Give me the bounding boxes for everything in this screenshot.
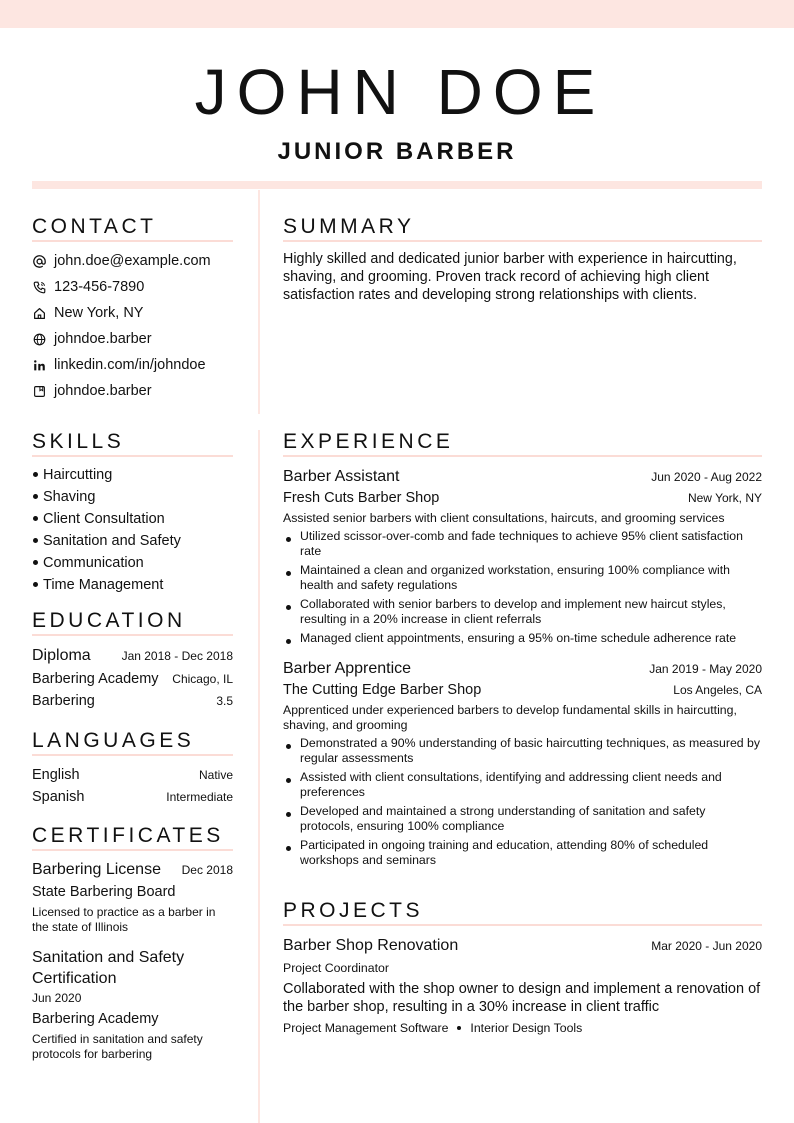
job-location: Los Angeles, CA xyxy=(673,683,762,698)
education-field: Barbering xyxy=(32,693,95,710)
education-location: Chicago, IL xyxy=(172,672,233,687)
contact-location-text: New York, NY xyxy=(54,305,144,322)
globe-icon xyxy=(32,332,46,346)
summary-text: Highly skilled and dedicated junior barber with experience in haircutting, shaving, and grooming. Proven track record of achieving high client satisfaction rates and developing strong relationships with clients. xyxy=(283,251,737,304)
candidate-name: JOHN DOE xyxy=(194,56,606,128)
project-title: Barber Shop Renovation xyxy=(283,937,459,955)
certificate-desc: Licensed to practice as a barber in the state of Illinois xyxy=(32,905,216,935)
language-name: Spanish xyxy=(32,789,85,806)
summary-heading: SUMMARY xyxy=(283,214,762,242)
contact-section xyxy=(32,214,233,404)
skill-item: Time Management xyxy=(32,574,233,596)
job-bullet: Maintained a clean and organized workstation, ensuring 100% compliance with health and safety regulations xyxy=(283,563,762,593)
contact-phone[interactable] xyxy=(32,274,233,300)
job-dates: Jun 2020 - Aug 2022 xyxy=(651,470,762,485)
experience-heading: EXPERIENCE xyxy=(283,429,762,457)
job-title: Barber Apprentice xyxy=(283,660,412,678)
education-dates: Jan 2018 - Dec 2018 xyxy=(121,649,233,664)
job-bullet: Collaborated with senior barbers to develop and implement new haircut styles, resulting in a 20% increase in client referrals xyxy=(283,597,762,627)
job-entry xyxy=(283,658,762,868)
portfolio-icon xyxy=(32,384,46,398)
contact-email[interactable] xyxy=(32,248,233,274)
home-icon xyxy=(32,306,46,320)
language-item xyxy=(32,786,233,808)
education-heading: EDUCATION xyxy=(32,608,233,636)
project-description: Collaborated with the shop owner to design and implement a renovation of the barber shop, resulting in a 30% increase in client traffic xyxy=(283,981,761,1016)
linkedin-icon xyxy=(32,358,46,372)
job-description: Assisted senior barbers with client consultations, haircuts, and grooming services xyxy=(283,511,725,526)
projects-heading: PROJECTS xyxy=(283,898,762,926)
certificate-item xyxy=(32,859,233,935)
education-degree: Diploma xyxy=(32,647,91,665)
job-entry xyxy=(283,466,762,646)
contact-heading: CONTACT xyxy=(32,214,233,242)
languages-section xyxy=(32,728,233,808)
top-accent-band xyxy=(0,0,794,28)
at-icon xyxy=(32,254,46,268)
experience-section xyxy=(283,429,762,872)
job-title: Barber Assistant xyxy=(283,468,400,486)
contact-linkedin[interactable] xyxy=(32,352,233,378)
certificate-org: Barbering Academy xyxy=(32,1011,159,1028)
tool-separator xyxy=(457,1026,461,1030)
contact-website-text: johndoe.barber xyxy=(54,331,152,348)
certificate-title: Sanitation and Safety Certification xyxy=(32,949,185,988)
project-dates: Mar 2020 - Jun 2020 xyxy=(651,939,762,954)
education-degree-row xyxy=(32,644,233,668)
skill-item: Client Consultation xyxy=(32,508,233,530)
skills-section xyxy=(32,429,233,596)
skill-item: Haircutting xyxy=(32,464,233,486)
job-location: New York, NY xyxy=(687,491,762,506)
education-school: Barbering Academy xyxy=(32,671,159,688)
column-divider xyxy=(258,430,260,1123)
education-field-row xyxy=(32,690,233,712)
skill-item: Shaving xyxy=(32,486,233,508)
contact-website[interactable] xyxy=(32,326,233,352)
certificate-date: Dec 2018 xyxy=(181,862,233,877)
job-bullet: Managed client appointments, ensuring a 95% on-time schedule adherence rate xyxy=(283,631,762,646)
job-company: Fresh Cuts Barber Shop xyxy=(283,490,440,507)
header-divider xyxy=(32,181,762,189)
contact-email-text: john.doe@example.com xyxy=(54,253,211,270)
education-gpa: 3.5 xyxy=(216,694,233,709)
summary-section xyxy=(283,214,762,304)
certificate-org: State Barbering Board xyxy=(32,884,176,901)
languages-heading: LANGUAGES xyxy=(32,728,233,756)
certificate-item xyxy=(32,947,233,1062)
job-description: Apprenticed under experienced barbers to develop fundamental skills in haircutting, shaving, and grooming xyxy=(283,703,737,733)
job-company: The Cutting Edge Barber Shop xyxy=(283,682,482,699)
certificate-title: Barbering License xyxy=(32,861,161,879)
certificate-desc: Certified in sanitation and safety protocols for barbering xyxy=(32,1032,203,1062)
contact-portfolio[interactable] xyxy=(32,378,233,404)
job-bullet: Assisted with client consultations, identifying and addressing client needs and preferences xyxy=(283,770,762,800)
phone-icon xyxy=(32,280,46,294)
job-bullet: Developed and maintained a strong understanding of sanitation and safety protocols, ensuring 100% compliance xyxy=(283,804,762,834)
certificates-section xyxy=(32,823,233,1062)
contact-linkedin-text: linkedin.com/in/johndoe xyxy=(54,357,206,374)
education-section xyxy=(32,608,233,712)
certificate-date: Jun 2020 xyxy=(32,991,82,1006)
job-dates: Jan 2019 - May 2020 xyxy=(649,662,762,677)
language-level: Native xyxy=(198,768,233,783)
job-bullet: Utilized scissor-over-comb and fade techniques to achieve 95% client satisfaction rate xyxy=(283,529,762,559)
project-tools xyxy=(283,1019,762,1037)
contact-location xyxy=(32,300,233,326)
contact-portfolio-text: johndoe.barber xyxy=(54,383,152,400)
language-item xyxy=(32,764,233,786)
education-school-row xyxy=(32,668,233,690)
skills-heading: SKILLS xyxy=(32,429,233,457)
column-divider xyxy=(258,190,260,414)
language-level: Intermediate xyxy=(166,790,233,805)
language-name: English xyxy=(32,767,80,784)
job-bullet: Participated in ongoing training and education, attending 80% of scheduled workshops and seminars xyxy=(283,838,762,868)
job-bullet: Demonstrated a 90% understanding of basic haircutting techniques, as measured by regular assessments xyxy=(283,736,762,766)
projects-section xyxy=(283,898,762,1037)
project-tool: Interior Design Tools xyxy=(470,1021,583,1036)
project-entry xyxy=(283,935,762,1037)
candidate-title: JUNIOR BARBER xyxy=(277,138,517,165)
skill-item: Sanitation and Safety xyxy=(32,530,233,552)
skill-item: Communication xyxy=(32,552,233,574)
contact-phone-text: 123-456-7890 xyxy=(54,279,145,296)
project-tool: Project Management Software xyxy=(283,1021,449,1036)
project-role: Project Coordinator xyxy=(283,961,389,976)
certificates-heading: CERTIFICATES xyxy=(32,823,233,851)
